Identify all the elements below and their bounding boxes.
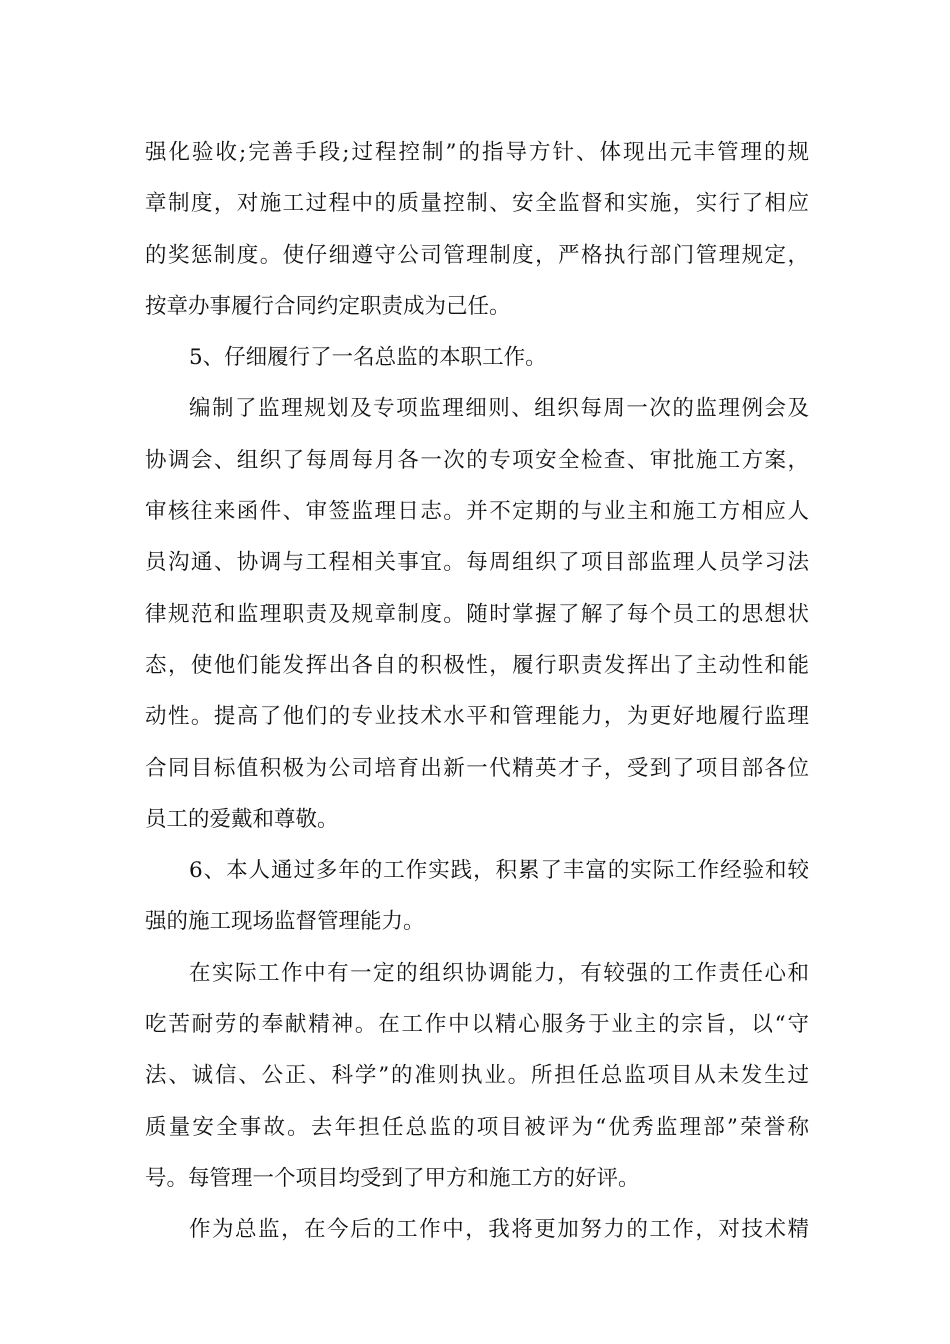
paragraph-line: 作为总监，在今后的工作中，我将更加努力的工作，对技术精 xyxy=(189,1217,809,1243)
paragraph-line: 态，使他们能发挥出各自的积极性，履行职责发挥出了主动性和能 xyxy=(145,652,809,678)
paragraph-line: 强化验收;完善手段;过程控制”的指导方针、体现出元丰管理的规 xyxy=(145,140,809,165)
paragraph-line: 审核往来函件、审签监理日志。并不定期的与业主和施工方相应人 xyxy=(145,499,809,525)
section-heading-5: 5、仔细履行了一名总监的本职工作。 xyxy=(189,345,547,371)
document-body xyxy=(145,127,809,1256)
paragraph-line: 按章办事履行合同约定职责成为己任。 xyxy=(145,293,511,319)
paragraph-line: 的奖惩制度。使仔细遵守公司管理制度，严格执行部门管理规定， xyxy=(145,242,809,268)
paragraph-line: 员沟通、协调与工程相关事宜。每周组织了项目部监理人员学习法 xyxy=(145,550,809,576)
paragraph-line: 员工的爱戴和尊敬。 xyxy=(145,806,339,832)
paragraph-line: 协调会、组织了每周每月各一次的专项安全检查、审批施工方案， xyxy=(145,447,809,473)
paragraph-line: 合同目标值积极为公司培育出新一代精英才子，受到了项目部各位 xyxy=(145,755,809,781)
paragraph-line: 强的施工现场监督管理能力。 xyxy=(145,909,425,935)
paragraph-line: 在实际工作中有一定的组织协调能力，有较强的工作责任心和 xyxy=(189,960,809,986)
paragraph-line: 编制了监理规划及专项监理细则、组织每周一次的监理例会及 xyxy=(189,396,809,422)
paragraph-line: 动性。提高了他们的专业技术水平和管理能力，为更好地履行监理 xyxy=(145,704,809,730)
paragraph-line: 号。每管理一个项目均受到了甲方和施工方的好评。 xyxy=(145,1165,640,1191)
paragraph-line: 法、诚信、公正、科学”的准则执业。所担任总监项目从未发生过 xyxy=(145,1063,809,1089)
section-heading-6: 6、本人通过多年的工作实践，积累了丰富的实际工作经验和较 xyxy=(189,858,809,884)
paragraph-line: 吃苦耐劳的奉献精神。在工作中以精心服务于业主的宗旨，以“守 xyxy=(145,1012,809,1038)
paragraph-line: 章制度，对施工过程中的质量控制、安全监督和实施，实行了相应 xyxy=(145,191,809,217)
paragraph-line: 质量安全事故。去年担任总监的项目被评为“优秀监理部”荣誉称 xyxy=(145,1114,809,1140)
paragraph-line: 律规范和监理职责及规章制度。随时掌握了解了每个员工的思想状 xyxy=(145,601,809,627)
